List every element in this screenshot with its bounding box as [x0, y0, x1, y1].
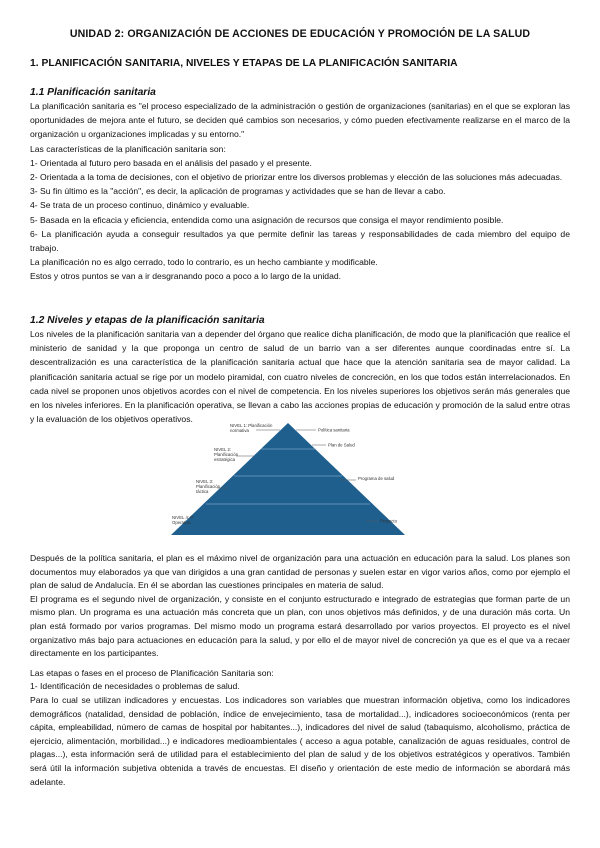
level-3-left-label-line-1: NIVEL 3:	[196, 479, 214, 484]
level-2-right-label: Plan de Salud	[328, 442, 355, 448]
section-1-heading: 1. PLANIFICACIÓN SANITARIA, NIVELES Y ETAPAS DE LA PLANIFICACIÓN SANITARIA	[30, 58, 458, 69]
level-1-left-label-line-2: normativa	[230, 428, 249, 433]
unit-title: UNIDAD 2: ORGANIZACIÓN DE ACCIONES DE EDUCACIÓN Y PROMOCIÓN DE LA SALUD	[69, 28, 531, 40]
level-3-right-label: Programa de salud	[358, 476, 395, 481]
section-1-1-body	[30, 99, 570, 284]
plan-paragraph: Después de la política sanitaria, el plan es el máximo nivel de organización para una actuación en educación para la salud. Los planes son documentos muy elaborados ya que van dirigidos a una gran cantidad de personas y suelen estar en vigor varios años, como por ejemplo el plan de salud de Andalucía. En él se abordan las cuestiones principales en materia de salud.	[30, 553, 570, 591]
level-2-left-label-line-1: NIVEL 2:	[214, 447, 232, 452]
section-1-2-heading: 1.2 Niveles y etapas de la planificación sanitaria	[30, 315, 265, 326]
level-1-left-label-line-1: NIVEL 1: Planificación	[230, 423, 273, 428]
level-4-right-label: Proyecto	[380, 518, 397, 524]
characteristic-item-4: 4- Se trata de un proceso continuo, dinámico y evaluable.	[30, 200, 250, 211]
level-3-left-label-line-2: Planificación	[196, 484, 221, 489]
stages-intro: Las etapas o fases en el proceso de Planificación Sanitaria son:	[30, 667, 274, 678]
planning-pyramid-diagram	[168, 420, 408, 538]
closing-sentence-2: Estos y otros puntos se van a ir desgranando poco a poco a lo largo de la unidad.	[30, 271, 342, 282]
characteristics-intro: Las características de la planificación sanitaria son:	[30, 143, 226, 154]
programa-paragraph: El programa es el segundo nivel de organización, y consiste en el conjunto estructurado e integrado de estrategias que forman parte de un mismo plan. Un programa es una actuación más concreta que un plan, con unos objetivos más definidos, y de una duración más corta. Un plan está formado por varios programas. Del mismo modo un programa estará desarrollado por varios proyectos. El proyecto es el nivel organizativo más bajo para actuaciones en educación para la salud, y por ello el de mayor nivel de concreción ya que es el que va a recaer directamente en los participantes.	[30, 593, 570, 659]
section-1-1-heading: 1.1 Planificación sanitaria	[30, 87, 156, 98]
level-4-left-label-line-1: NIVEL 4: P	[172, 515, 194, 520]
definition-paragraph: La planificación sanitaria es "el proceso especializado de la administración o gestión de organizaciones (sanitarias) en el que se exploran las oportunidades de mejora ante el futuro, se deciden qué cambios son necesarios, y cómo pueden efectivamente realizarse en el marco de la organización u organizaciones implicadas y su entorno."	[30, 101, 570, 140]
levels-paragraph: Los niveles de la planificación sanitaria van a depender del órgano que realice dicha planificación, de modo que la planificación que realice el ministerio de sanidad y la que proponga un centro de salud de un barrio van a ser diferentes aunque coordinadas entre sí. La descentralización es una característica de la planificación sanitaria actual que hace que la atención sanitaria sea de mayor calidad. La planificación sanitaria actual se rige por un modelo piramidal, con cuatro niveles de concreción, en los que todos están interrelacionados. En cada nivel se proponen unos objetivos acordes con el nivel de competencia. En los niveles superiores los objetivos serán más generales que en los niveles inferiores. En la planificación operativa, se llevan a cabo las acciones propias de educación y promoción de la salud entre otras y la evaluación de los objetivos operativos.	[30, 329, 570, 425]
level-2-left-label-line-3: estratégica	[214, 457, 236, 462]
characteristic-item-6: 6- La planificación ayuda a conseguir resultados ya que permite definir las tareas y responsabilidades de cada miembro del equipo de trabajo.	[30, 228, 570, 254]
characteristic-item-3: 3- Su fin último es la "acción", es decir, la aplicación de programas y actividades que se han de llevar a cabo.	[30, 186, 446, 197]
level-1-right-label: Política sanitaria	[318, 427, 350, 433]
indicators-paragraph: Para lo cual se utilizan indicadores y encuestas. Los indicadores son variables que muestran información objetiva, como los indicadores demográficos (natalidad, densidad de población, índice de envejecimiento, tasa de mortalidad...), indicadores socioeconómicos (renta per cápita, empleabilidad, número de camas de hospital por habitantes...), indicadores del nivel de salud (tabaquismo, alcoholismo, práctica de ejercicio, alimentación, morbilidad...) e indicadores medioambientales ( acceso a agua potable, canalización de aguas residuales, control de plagas...), esta información será de utilidad para el establecimiento del plan de salud y de los objetivos estratégicos y operativos. También será útil la información subjetiva obtenida a través de encuestas. El diseño y orientación de este medio de información se abordará más adelante.	[30, 694, 570, 787]
characteristic-item-5: 5- Basada en la eficacia y eficiencia, entendida como una asignación de recursos que consiga el mayor rendimiento posible.	[30, 214, 504, 225]
characteristic-item-1: 1- Orientada al futuro pero basada en el análisis del pasado y el presente.	[30, 157, 312, 168]
section-1-2-body	[30, 552, 570, 789]
stage-1: 1- Identificación de necesidades o problemas de salud.	[30, 681, 240, 692]
characteristic-item-2: 2- Orientada a la toma de decisiones, con el objetivo de priorizar entre los diversos problemas y elección de las soluciones más adecuadas.	[30, 172, 563, 183]
level-4-left-label-line-2: Operativa	[172, 520, 191, 525]
level-2-left-label-line-2: Planificación	[214, 452, 239, 457]
closing-sentence-1: La planificación no es algo cerrado, todo lo contrario, es un hecho cambiante y modificable.	[30, 257, 378, 268]
level-3-left-label-line-3: táctica	[196, 489, 209, 494]
